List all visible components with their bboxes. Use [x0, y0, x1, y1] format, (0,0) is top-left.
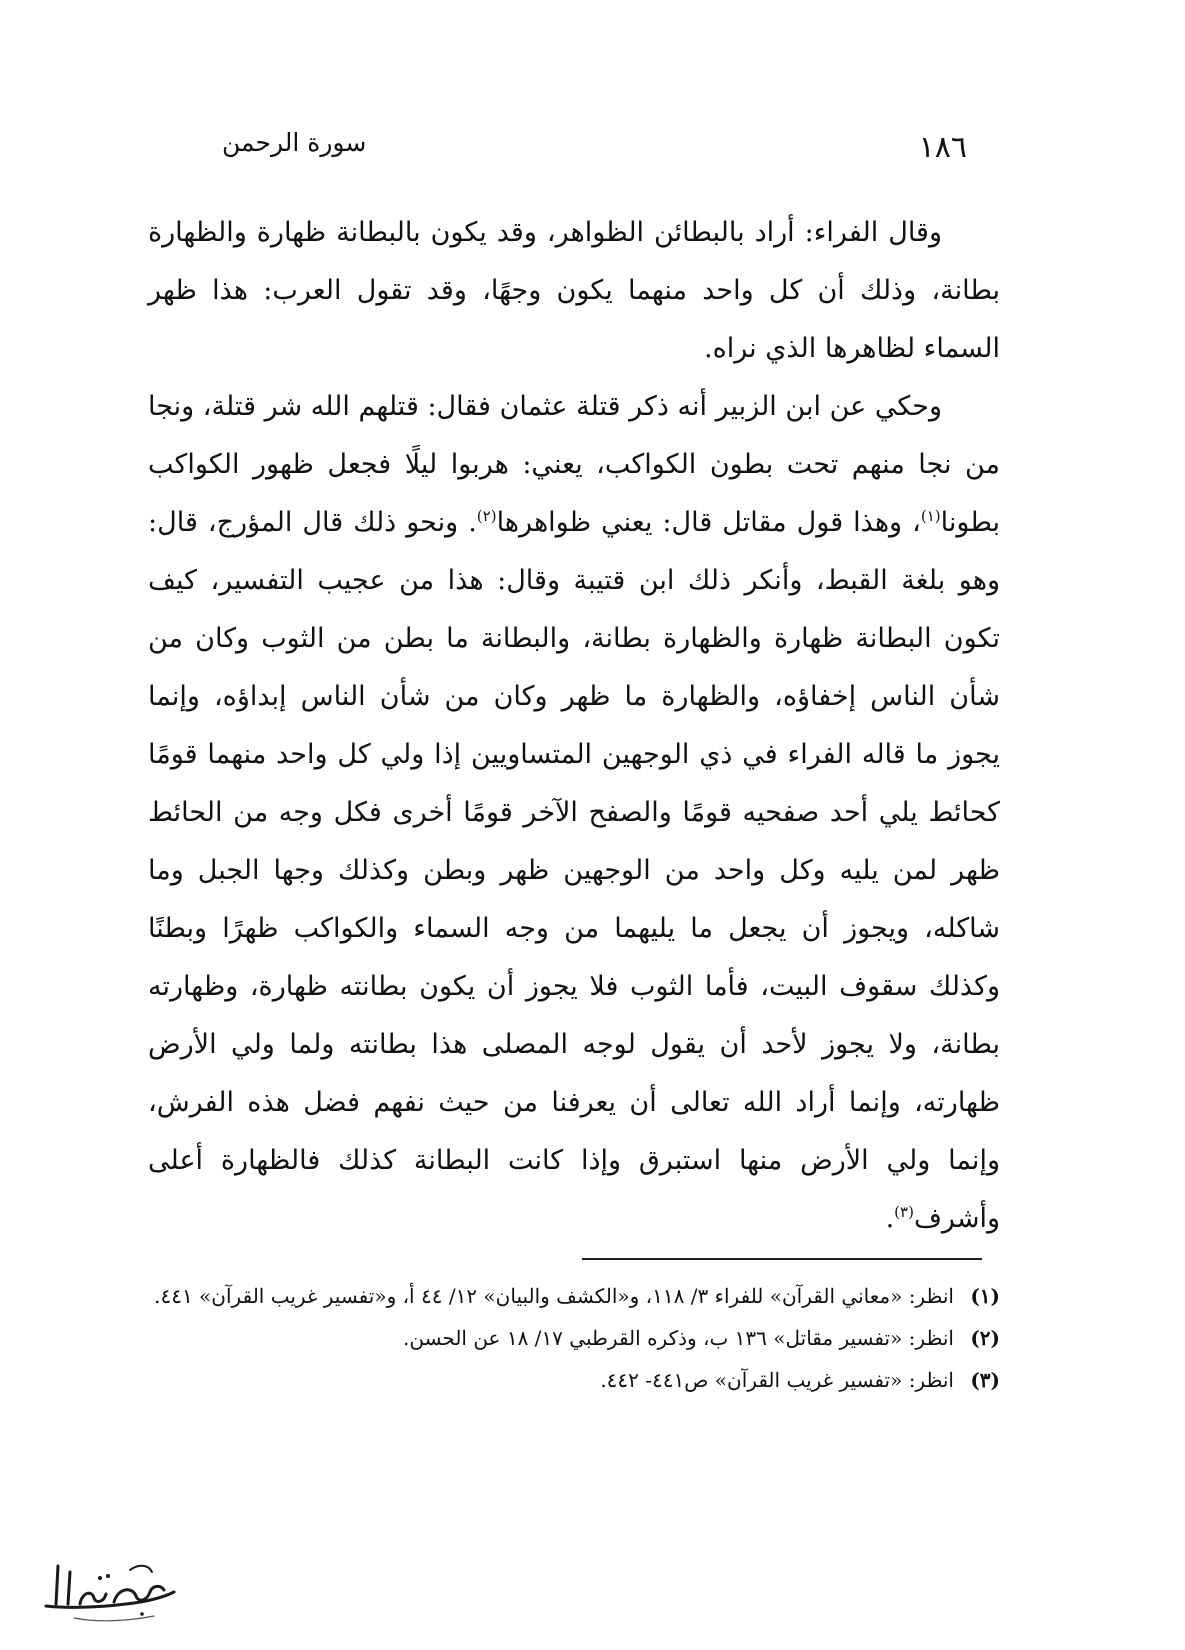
footnote-2 — [148, 1322, 1000, 1354]
paragraph-2 — [148, 378, 1000, 1248]
footnote-text-3: انظر: «تفسير غريب القرآن» ص٤٤١- ٤٤٢. — [600, 1368, 954, 1392]
footnote-number-1: (١) — [970, 1284, 1000, 1308]
footnote-number-3: (٣) — [970, 1368, 1000, 1392]
running-head — [222, 126, 967, 176]
calligraphy-logo-icon — [34, 1548, 184, 1628]
paragraph-2-part-2: ، وهذا قول مقاتل قال: يعني ظواهرها — [496, 507, 921, 538]
footnote-ref-2[interactable]: (٢) — [476, 507, 497, 525]
paragraph-2-part-1: وحكي عن ابن الزبير أنه ذكر قتلة عثمان فقال: قتلهم الله شر قتلة، ونجا من نجا منهم تحت بطون الكواكب، يعني: هربوا ليلًا فجعل ظهور الكواكب بطونا — [148, 391, 1000, 538]
running-title: سورة الرحمن — [222, 128, 367, 157]
footnote-divider — [582, 1258, 982, 1260]
paragraph-1: وقال الفراء: أراد بالبطائن الظواهر، وقد يكون بالبطانة ظهارة والظهارة بطانة، وذلك أن كل واحد منهما يكون وجهًا، وقد تقول العرب: هذا ظهر السماء لظاهرها الذي نراه. — [148, 217, 1000, 364]
paragraph-2-part-3: . ونحو ذلك قال المؤرج، قال: وهو بلغة القبط، وأنكر ذلك ابن قتيبة وقال: هذا من عجيب التفسير، كيف تكون البطانة ظهارة والظهارة بطانة، والبطانة ما بطن من الثوب وكان من شأن الناس إخفاؤه، والظهارة ما ظهر وكان من شأن الناس إبداؤه، وإنما يجوز ما قاله الفراء في ذي الوجهين المتساويين إذا ولي كل واحد منهما قومًا كحائط يلي أحد صفحيه قومًا والصفح الآخر قومًا أخرى فكل وجه من الحائط ظهر لمن يليه وكل واحد من الوجهين ظهر وبطن وكذلك وجها الجبل وما شاكله، ويجوز أن يجعل ما يليهما من وجه السماء والكواكب ظهرًا وبطنًا وكذلك سقوف البيت، فأما الثوب فلا يجوز أن يكون بطانته ظهارة، وظهارته بطانة، ولا يجوز لأحد أن يقول لوجه المصلى هذا بطانته ولما ولي الأرض ظهارته، وإنما أراد الله تعالى أن يعرفنا من حيث نفهم فضل هذه الفرش، وإنما ولي الأرض منها استبرق وإذا كانت البطانة كذلك فالظهارة أعلى وأشرف — [148, 507, 1000, 1234]
logo-drawing — [34, 1548, 184, 1628]
page-number: ١٨٦ — [918, 130, 967, 165]
footnote-text-2: انظر: «تفسير مقاتل» ١٣٦ ب، وذكره القرطبي ١٧/ ١٨ عن الحسن. — [402, 1326, 954, 1350]
footnote-ref-3[interactable]: (٣) — [894, 1203, 914, 1221]
footnote-1 — [148, 1280, 1000, 1312]
footnote-ref-1[interactable]: (١) — [920, 507, 941, 525]
footnotes — [148, 1280, 1000, 1406]
footnote-3 — [148, 1364, 1000, 1396]
main-text — [148, 204, 1000, 1248]
paragraph-2-part-4: . — [885, 1203, 895, 1234]
footnote-text-1: انظر: «معاني القرآن» للفراء ٣/ ١١٨، و«الكشف والبيان» ١٢/ ٤٤ أ، و«تفسير غريب القرآن» ٤٤١. — [154, 1284, 954, 1308]
footnote-number-2: (٢) — [970, 1326, 1000, 1350]
